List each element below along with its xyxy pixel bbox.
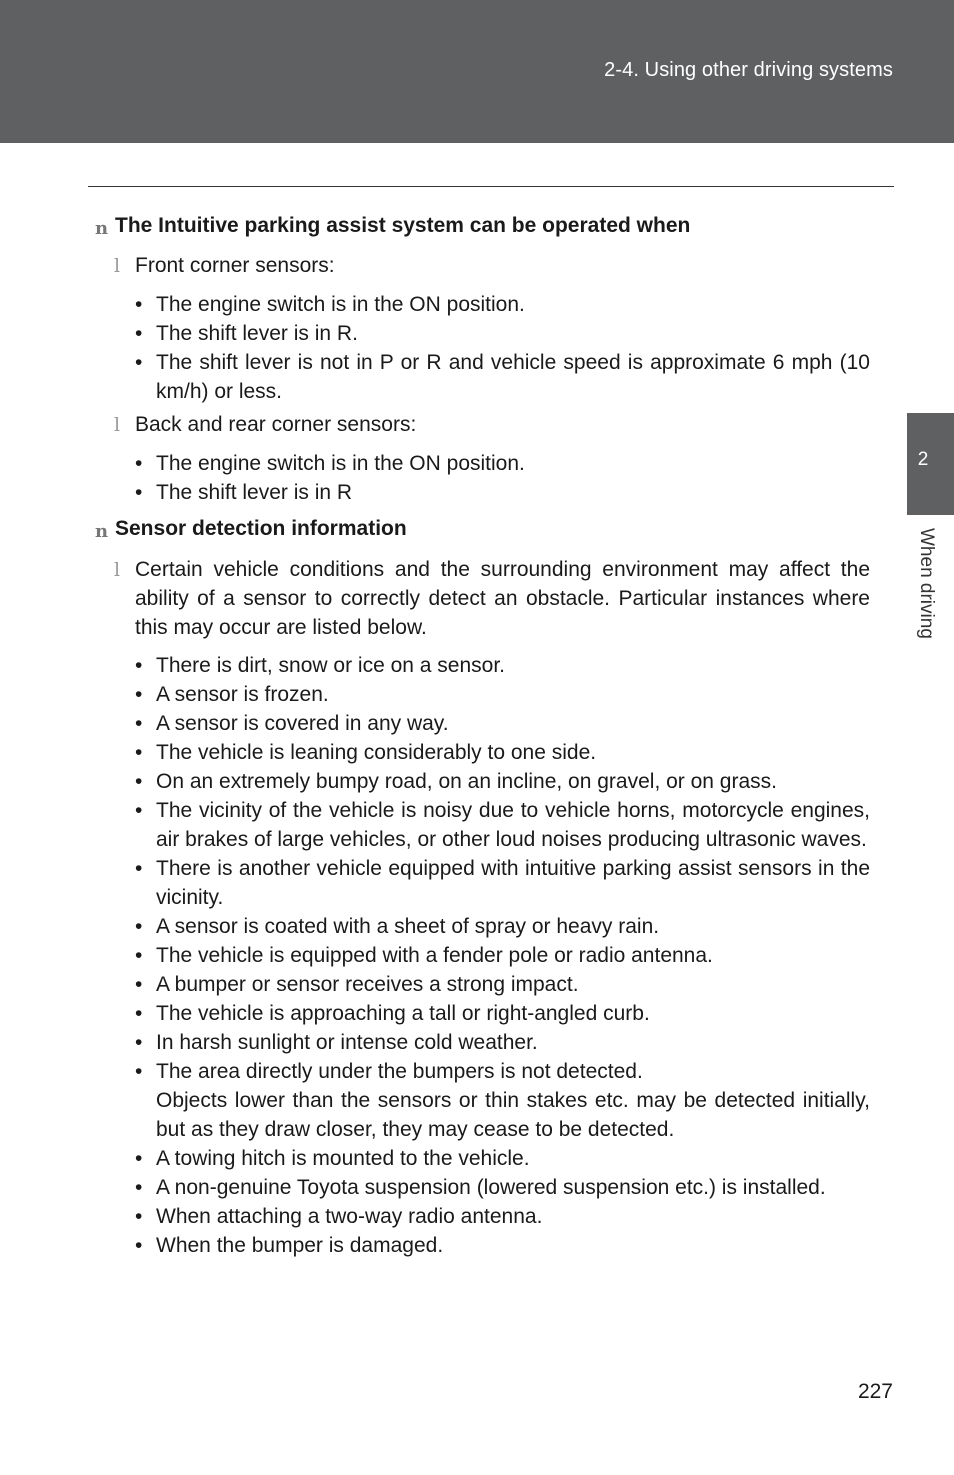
list-item: • The vehicle is equipped with a fender pole or radio antenna. — [135, 944, 713, 967]
item-marker: l — [114, 414, 121, 436]
bullet-list — [135, 449, 870, 507]
chapter-number: 2 — [917, 449, 929, 470]
list-item: • The area directly under the bumpers is not detected. Objects lower than the sensors or thin stakes etc. may be detected initially, but as they draw closer, they may cease to be detected. — [135, 1057, 870, 1144]
list-item: • The shift lever is in R. — [135, 322, 358, 345]
list-item: • A non-genuine Toyota suspension (lowered suspension etc.) is installed. — [135, 1176, 826, 1199]
list-item: • The engine switch is in the ON position. — [135, 452, 525, 475]
list-item: • In harsh sunlight or intense cold weather. — [135, 1031, 538, 1054]
list-item: • The vicinity of the vehicle is noisy due to vehicle horns, motorcycle engines, air brakes of large vehicles, or other loud noises producing ultrasonic waves. — [135, 799, 870, 851]
section-heading: The Intuitive parking assist system can be operated when — [115, 214, 691, 237]
page-number: 227 — [857, 1380, 893, 1403]
section-heading: Sensor detection information — [115, 517, 407, 540]
list-item: • A bumper or sensor receives a strong impact. — [135, 973, 579, 996]
list-item: • The shift lever is in R — [135, 481, 353, 504]
list-item: • A towing hitch is mounted to the vehicle. — [135, 1147, 530, 1170]
item-label: Front corner sensors: — [135, 254, 335, 277]
list-item: • There is another vehicle equipped with intuitive parking assist sensors in the vicinity. — [135, 857, 870, 909]
list-item: • The vehicle is leaning considerably to one side. — [135, 741, 597, 764]
bullet-note: Objects lower than the sensors or thin stakes etc. may be detected initially, but as they draw closer, they may cease to be detected. — [156, 1089, 870, 1141]
list-item: • When attaching a two-way radio antenna. — [135, 1205, 543, 1228]
page-header — [0, 0, 954, 143]
chapter-label: When driving — [916, 528, 937, 639]
section-marker: n — [95, 521, 109, 542]
item-marker: l — [114, 255, 121, 277]
section-marker: n — [95, 218, 109, 239]
list-item: • The vehicle is approaching a tall or right-angled curb. — [135, 1002, 650, 1025]
list-item: • There is dirt, snow or ice on a sensor. — [135, 654, 505, 677]
item-marker: l — [114, 559, 121, 581]
list-item: • On an extremely bumpy road, on an incline, on gravel, or on grass. — [135, 770, 777, 793]
chapter-tab — [907, 413, 954, 515]
list-item: • The shift lever is not in P or R and vehicle speed is approximate 6 mph (10 km/h) or less. — [135, 351, 870, 403]
chapter-title: 2-4. Using other driving systems — [604, 59, 893, 81]
header-divider — [88, 186, 894, 187]
item-label: Back and rear corner sensors: — [135, 413, 417, 436]
list-item: • A sensor is coated with a sheet of spray or heavy rain. — [135, 915, 660, 938]
bullet-list — [135, 290, 870, 406]
list-item: • The engine switch is in the ON position. — [135, 293, 525, 316]
list-item: • When the bumper is damaged. — [135, 1234, 444, 1257]
item-paragraph: Certain vehicle conditions and the surrounding environment may affect the ability of a sensor to correctly detect an obstacle. Particular instances where this may occur are listed below. — [135, 558, 870, 639]
list-item: • A sensor is covered in any way. — [135, 712, 449, 735]
list-item: • A sensor is frozen. — [135, 683, 329, 706]
bullet-list — [135, 651, 870, 1260]
